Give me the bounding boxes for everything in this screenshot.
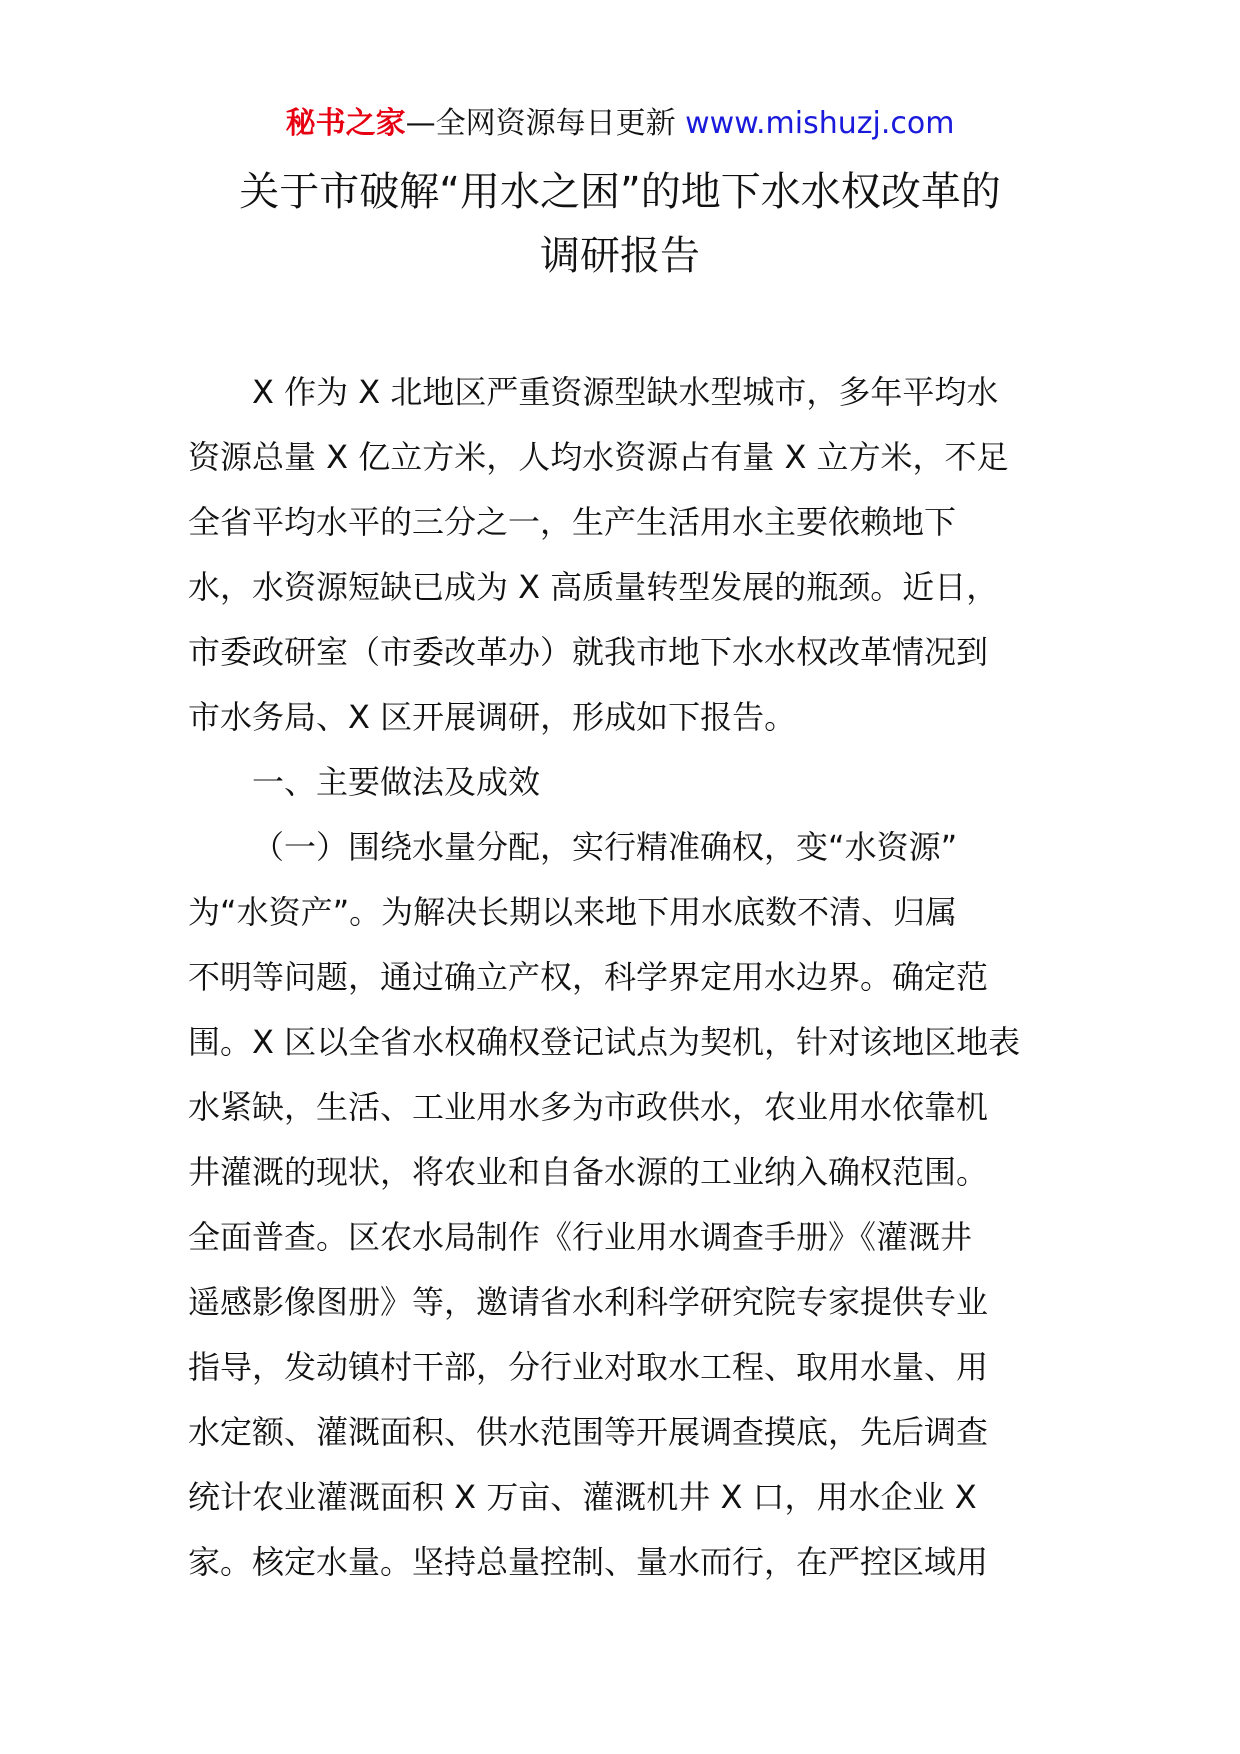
body-text-line: 指导，发动镇村干部，分行业对取水工程、取用水量、用: [188, 1348, 989, 1386]
brand-name: 秘书之家: [285, 106, 406, 141]
body-text-line: 围。X 区以全省水权确权登记试点为契机，针对该地区地表: [188, 1023, 1021, 1061]
body-text-line: 全省平均水平的三分之一，生产生活用水主要依赖地下: [188, 503, 957, 541]
document-title: [150, 160, 1090, 288]
body-text-line: （一）围绕水量分配，实行精准确权，变“水资源”: [252, 828, 958, 866]
body-text-line: 水紧缺，生活、工业用水多为市政供水，农业用水依靠机: [188, 1088, 989, 1126]
body-text-line: 全面普查。区农水局制作《行业用水调查手册》《灌溉井: [188, 1218, 973, 1256]
body-text-line: 井灌溉的现状，将农业和自备水源的工业纳入确权范围。: [188, 1153, 989, 1191]
body-text-line: 水定额、灌溉面积、供水范围等开展调查摸底，先后调查: [188, 1413, 989, 1451]
body-text-line: 水，水资源短缺已成为 X 高质量转型发展的瓶颈。近日，: [188, 568, 999, 606]
body-text-line: 遥感影像图册》等，邀请省水利科学研究院专家提供专业: [188, 1283, 989, 1321]
body-text-line: 市委政研室（市委改革办）就我市地下水水权改革情况到: [188, 633, 989, 671]
body-text-line: 市水务局、X 区开展调研，形成如下报告。: [188, 698, 797, 736]
body-text-line: 一、主要做法及成效: [252, 763, 541, 801]
header-tagline: —全网资源每日更新: [405, 106, 676, 141]
body-text-line: 资源总量 X 亿立方米，人均水资源占有量 X 立方米，不足: [188, 438, 1009, 476]
body-text-line: 家。核定水量。坚持总量控制、量水而行，在严控区域用: [188, 1543, 989, 1581]
body-text-line: 统计农业灌溉面积 X 万亩、灌溉机井 X 口，用水企业 X: [188, 1478, 977, 1516]
document-body: [188, 360, 1060, 1595]
body-text-line: 不明等问题，通过确立产权，科学界定用水边界。确定范: [188, 958, 989, 996]
site-url-link[interactable]: www.mishuzj.com: [685, 106, 955, 141]
title-line-2: 调研报告: [540, 233, 700, 279]
body-text-line: X 作为 X 北地区严重资源型缺水型城市，多年平均水: [252, 373, 999, 411]
site-header: [0, 100, 1240, 148]
body-text-line: 为“水资产”。为解决长期以来地下用水底数不清、归属: [188, 893, 958, 931]
title-line-1: 关于市破解“用水之困”的地下水水权改革的: [239, 169, 1001, 215]
